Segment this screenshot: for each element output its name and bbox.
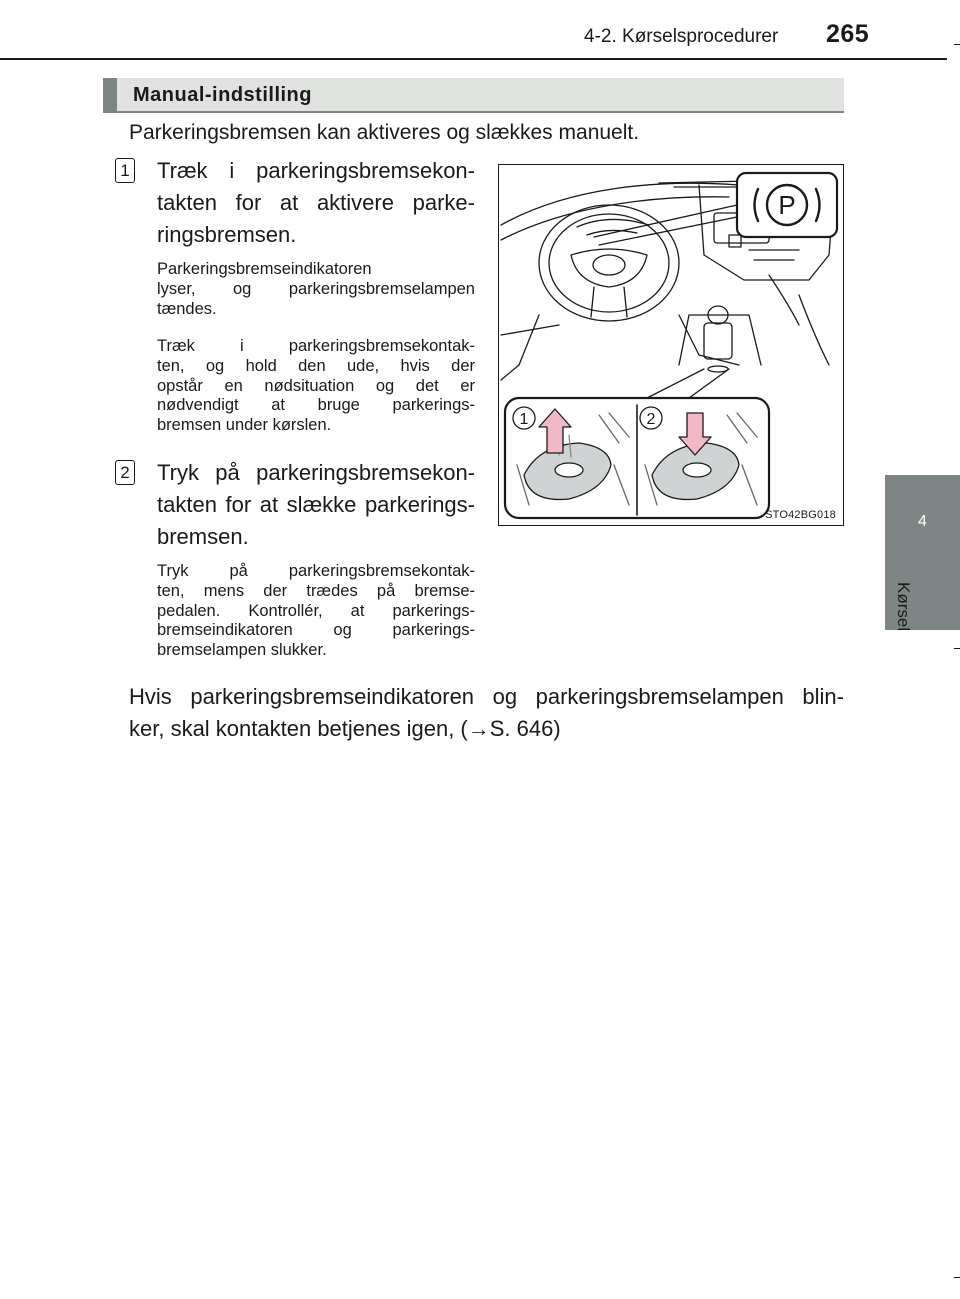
chapter-label: Kørsel — [894, 582, 913, 632]
step-text-line: takten for at aktivere parke- — [157, 190, 475, 215]
parking-brake-switch — [683, 463, 711, 477]
parking-brake-illustration — [498, 164, 844, 526]
shift-boot — [704, 323, 732, 359]
callout-label: 1 — [519, 411, 529, 428]
page-number: 265 — [826, 20, 870, 48]
hazard-button — [729, 235, 741, 247]
closing-line: Hvis parkeringsbremseindikatoren og parkeringsbremselampen blin- — [129, 684, 844, 709]
section-heading-accent — [103, 78, 117, 112]
note-line: tændes. — [157, 299, 217, 318]
step-number-badge: 2 — [115, 460, 135, 485]
note-line: bremseindikatoren og parkerings- — [157, 621, 475, 640]
step-1-note-1 — [157, 260, 475, 319]
note-line: Tryk på parkeringsbremsekontak- — [157, 562, 475, 580]
step-1-note-2 — [157, 337, 475, 436]
lower-dashboard — [501, 355, 739, 380]
callout-label: 2 — [646, 411, 656, 428]
note-line: Træk i parkeringsbremsekontak- — [157, 337, 475, 355]
console-side — [769, 275, 829, 365]
section-title: Manual-indstilling — [133, 84, 312, 106]
dashboard-outline — [501, 197, 729, 240]
crop-mark — [954, 648, 960, 649]
indicator-symbol: P — [778, 190, 796, 220]
running-header-section: 4-2. Kørselsprocedurer — [584, 26, 779, 47]
note-line: bremsen under kørslen. — [157, 416, 332, 435]
crop-mark — [954, 1277, 960, 1278]
parking-brake-switch — [555, 463, 583, 477]
step-text-line: ringsbremsen. — [157, 222, 297, 247]
note-line: pedalen. Kontrollér, at parkerings- — [157, 601, 475, 620]
closing-paragraph — [129, 681, 844, 745]
step-text-line: takten for at slække parkerings- — [157, 492, 475, 517]
note-line: Parkeringsbremseindikatoren — [157, 260, 372, 278]
step-number-badge: 1 — [115, 158, 135, 183]
step-2-text — [157, 457, 475, 553]
step-text-line: Træk i parkeringsbremsekon- — [157, 158, 475, 183]
intro-paragraph: Parkeringsbremsen kan aktiveres og slækkes manuelt. — [129, 121, 640, 144]
figure-code: STO42BG018 — [765, 509, 836, 521]
steering-wheel-emblem — [593, 255, 625, 275]
note-line: ten, og hold den ude, hvis der — [157, 356, 475, 375]
chapter-number: 4 — [918, 513, 927, 530]
step-1-text — [157, 155, 475, 251]
step-text-line: Tryk på parkeringsbremsekon- — [157, 460, 475, 485]
closing-line: ker, skal kontakten betjenes igen, (→S. 646) — [129, 716, 561, 741]
cockpit-drawing — [499, 165, 842, 524]
note-line: ten, mens der trædes på bremse- — [157, 581, 475, 600]
step-text-line: bremsen. — [157, 524, 249, 549]
step-2-note-1 — [157, 562, 475, 661]
section-heading-rule — [103, 111, 844, 113]
note-line: nødvendigt at bruge parkerings- — [157, 396, 475, 415]
crop-mark — [954, 44, 960, 45]
steering-wheel-rim-inner — [549, 214, 669, 312]
note-line: opstår en nødsituation og det er — [157, 376, 475, 395]
header-rule — [0, 58, 947, 60]
lower-dashboard — [501, 315, 699, 365]
note-line: lyser, og parkeringsbremselampen — [157, 279, 475, 298]
center-controls — [749, 250, 799, 260]
note-line: bremselampen slukker. — [157, 641, 327, 660]
